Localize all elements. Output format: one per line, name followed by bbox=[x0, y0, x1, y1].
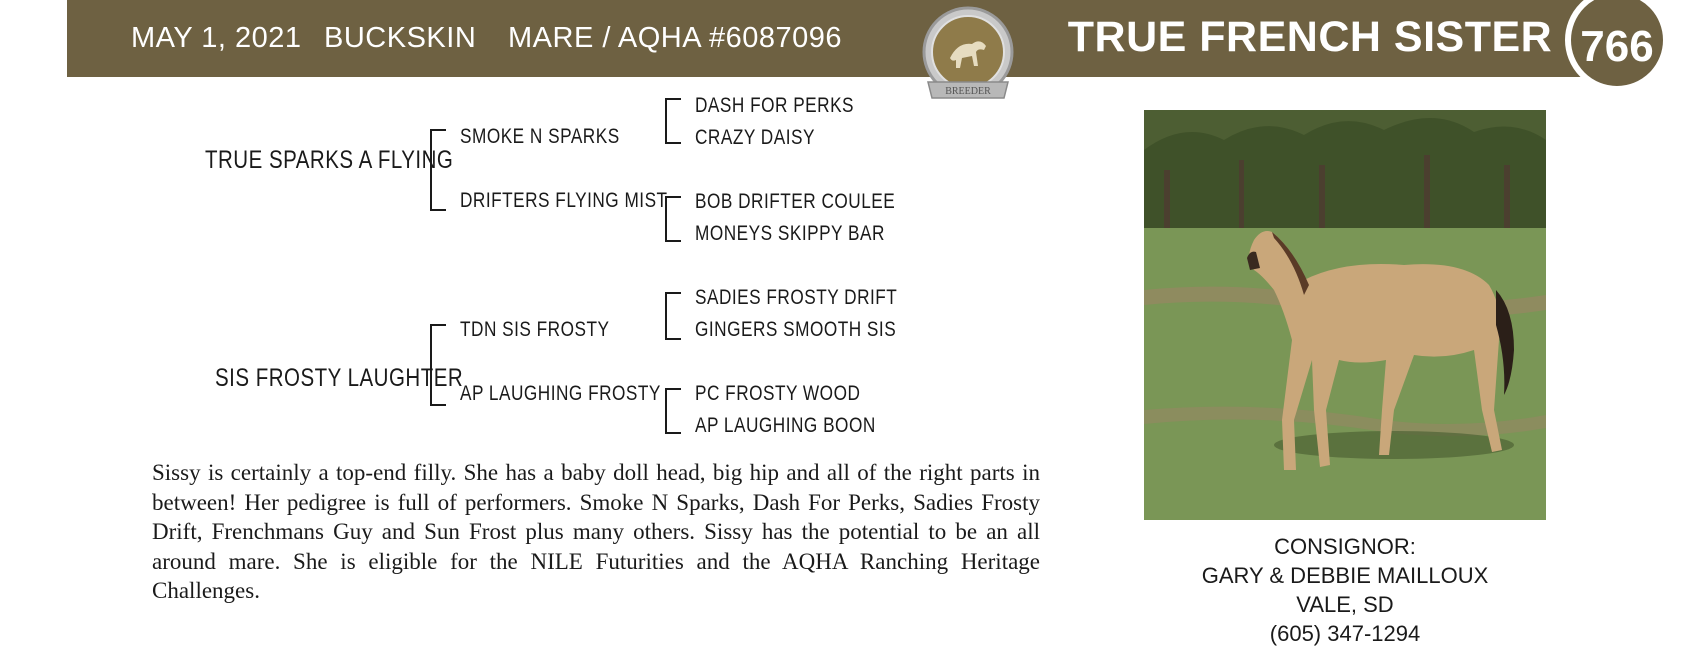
pedigree-sire: TRUE SPARKS A FLYING bbox=[205, 146, 454, 174]
consignor-phone: (605) 347-1294 bbox=[1269, 621, 1421, 646]
pedigree-bracket bbox=[665, 196, 681, 242]
pedigree-sire-sire-sire: DASH FOR PERKS bbox=[695, 94, 855, 117]
pedigree-bracket bbox=[665, 388, 681, 434]
consignor-location: VALE, SD bbox=[1296, 592, 1394, 617]
pedigree-bracket bbox=[430, 129, 446, 211]
horse-color: BUCKSKIN bbox=[324, 22, 477, 54]
foaling-date: MAY 1, 2021 bbox=[131, 22, 302, 54]
pedigree-bracket bbox=[665, 292, 681, 340]
pedigree-bracket bbox=[430, 324, 446, 406]
pedigree-dam-dam: AP LAUGHING FROSTY bbox=[460, 382, 661, 405]
breeder-seal-icon bbox=[918, 6, 1018, 106]
pedigree-sire-sire-dam: CRAZY DAISY bbox=[695, 126, 815, 149]
pedigree-dam-sire-dam: GINGERS SMOOTH SIS bbox=[695, 318, 897, 341]
horse-name-title: TRUE FRENCH SISTER bbox=[1067, 13, 1553, 61]
pedigree-dam-dam-dam: AP LAUGHING BOON bbox=[695, 414, 876, 437]
pedigree-sire-dam-dam: MONEYS SKIPPY BAR bbox=[695, 222, 885, 245]
pedigree-dam: SIS FROSTY LAUGHTER bbox=[215, 364, 464, 392]
consignor-block bbox=[1144, 532, 1546, 648]
pedigree-bracket bbox=[665, 98, 681, 144]
pedigree-sire-dam: DRIFTERS FLYING MIST bbox=[460, 189, 668, 212]
horse-photo bbox=[1144, 110, 1546, 520]
horse-description: Sissy is certainly a top-end filly. She has a baby doll head, big hip and all of the right parts in between! Her pedigree is full of performers. Smoke N Sparks, Dash For Perks, Sadies Frosty Drift, Frenchmans Guy and Sun Frost plus many others. Sissy has the potential to be an all around mare. She is eligible for the NILE Futurities and the AQHA Ranching Heritage Challenges. bbox=[152, 460, 1040, 603]
consignor-label: CONSIGNOR: bbox=[1274, 534, 1416, 559]
sex-registration: MARE / AQHA #6087096 bbox=[508, 22, 843, 54]
pedigree-sire-sire: SMOKE N SPARKS bbox=[460, 125, 620, 148]
consignor-name: GARY & DEBBIE MAILLOUX bbox=[1201, 563, 1489, 588]
lot-number: 766 bbox=[1580, 22, 1654, 71]
seal-lettering: BREEDER bbox=[945, 86, 991, 97]
lot-badge bbox=[1565, 0, 1669, 92]
pedigree-dam-sire: TDN SIS FROSTY bbox=[460, 318, 610, 341]
pedigree-sire-dam-sire: BOB DRIFTER COULEE bbox=[695, 190, 896, 213]
pedigree-dam-dam-sire: PC FROSTY WOOD bbox=[695, 382, 861, 405]
pedigree-dam-sire-sire: SADIES FROSTY DRIFT bbox=[695, 286, 898, 309]
